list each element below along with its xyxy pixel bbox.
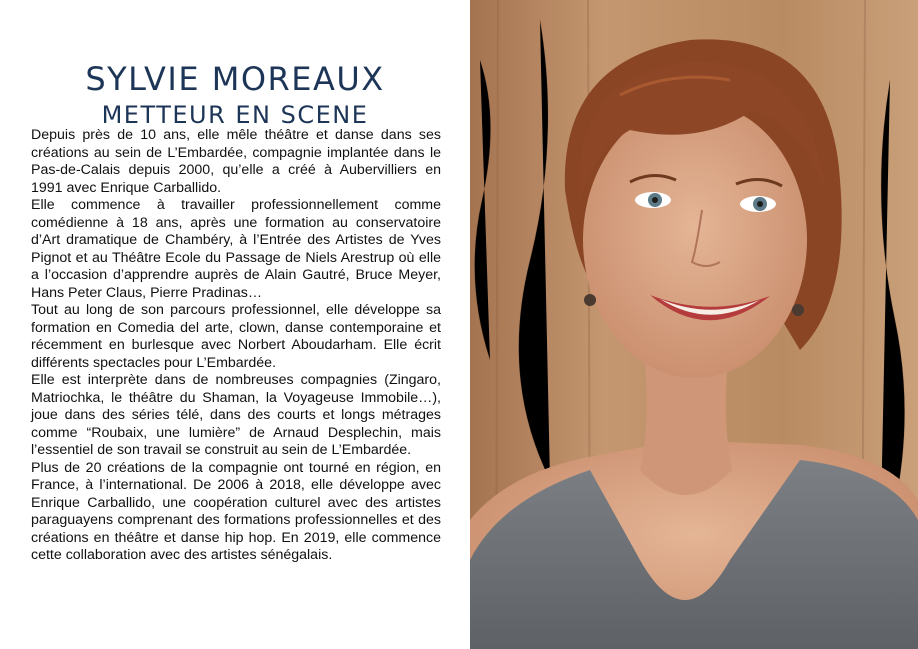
- biography: [31, 127, 441, 565]
- portrait-photo-icon: [470, 0, 918, 649]
- bio-paragraph: Tout au long de son parcours professionnel, elle développe sa formation en Comedia del arte, clown, danse contemporaine et récemment en burlesque avec Norbert Aboudarham. Elle écrit différents spectacles pour L’Embardée.: [31, 302, 441, 371]
- bio-paragraph: Elle commence à travailler professionnellement comme comédienne à 18 ans, après une formation au conservatoire d’Art dramatique de Chambéry, à l’Entrée des Artistes de Yves Pignot et au Théâtre Ecole du Passage de Niels Arestrup où elle a l’occasion d’apprendre auprès de Alain Gautré, Bruce Meyer, Hans Peter Claus, Pierre Pradinas…: [31, 197, 441, 301]
- page-title: [0, 60, 470, 130]
- bio-paragraph: Plus de 20 créations de la compagnie ont tourné en région, en France, à l’international. De 2006 à 2018, elle développe avec Enrique Carballido, une coopération culturel avec des artistes paraguayens comprenant des formations professionnelles et des créations en théâtre et danse hip hop. En 2019, elle commence cette collaboration avec des artistes sénégalais.: [31, 459, 441, 563]
- bio-paragraph: Depuis près de 10 ans, elle mêle théâtre et danse dans ses créations au sein de L’Embardée, compagnie implantée dans le Pas-de-Calais depuis 2000, qu’elle a créé à Aubervilliers en 1991 avec Enrique Carballido.: [31, 127, 441, 196]
- person-role: METTEUR EN SCENE: [101, 101, 369, 130]
- bio-paragraph: Elle est interprète dans de nombreuses compagnies (Zingaro, Matriochka, le théâtre du Shaman, la Voyageuse Immobile…), joue dans des séries télé, dans des courts et longs métrages comme “Roubaix, une lumière” de Arnaud Desplechin, mais l’essentiel de son travail se construit au sein de L’Embardée.: [31, 372, 441, 458]
- person-name: SYLVIE MOREAUX: [85, 60, 385, 99]
